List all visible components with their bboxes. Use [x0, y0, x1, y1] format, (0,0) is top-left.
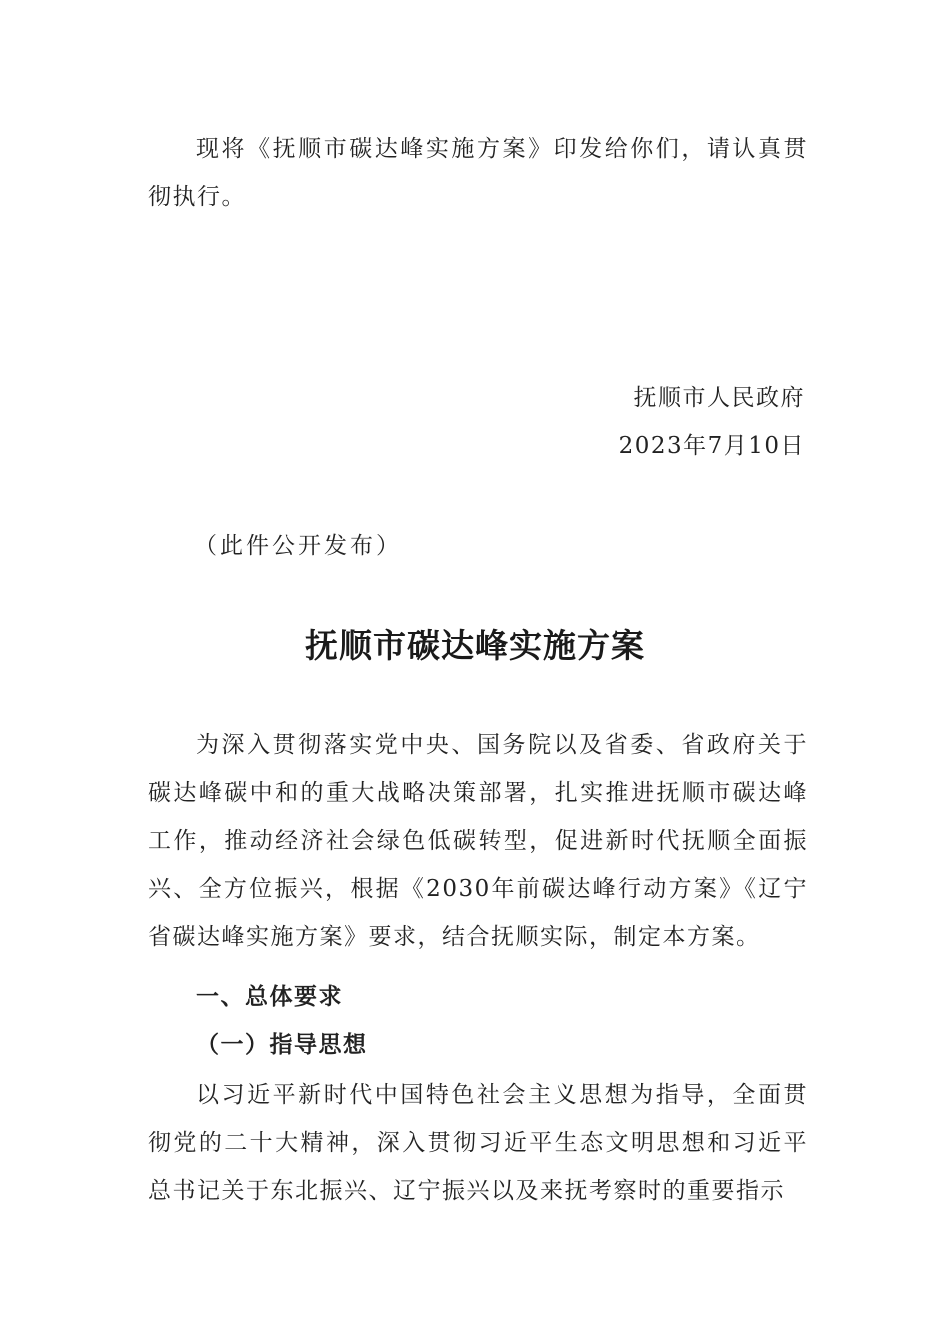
subsection-heading-guiding-ideology: （一）指导思想 — [196, 1032, 368, 1058]
purpose-paragraph: 为深入贯彻落实党中央、国务院以及省委、省政府关于碳达峰碳中和的重大战略决策部署，扎实推进抚顺市碳达峰工作，推动经济社会绿色低碳转型，促进新时代抚顺全面振兴、全方位振兴，根据《2030年前碳达峰行动方案》《辽宁省碳达峰实施方案》要求，结合抚顺实际，制定本方案。 — [148, 732, 808, 950]
public-release-note: （此件公开发布） — [194, 533, 402, 559]
issuing-organization: 抚顺市人民政府 — [633, 385, 805, 411]
section-heading-general-requirements: 一、总体要求 — [196, 984, 343, 1010]
issue-date: 2023年7月10日 — [618, 433, 805, 459]
document-title: 抚顺市碳达峰实施方案 — [305, 626, 645, 665]
guiding-ideology-paragraph: 以习近平新时代中国特色社会主义思想为指导，全面贯彻党的二十大精神，深入贯彻习近平生态文明思想和习近平总书记关于东北振兴、辽宁振兴以及来抚考察时的重要指示 — [148, 1082, 808, 1204]
intro-paragraph: 现将《抚顺市碳达峰实施方案》印发给你们，请认真贯彻执行。 — [148, 136, 808, 210]
